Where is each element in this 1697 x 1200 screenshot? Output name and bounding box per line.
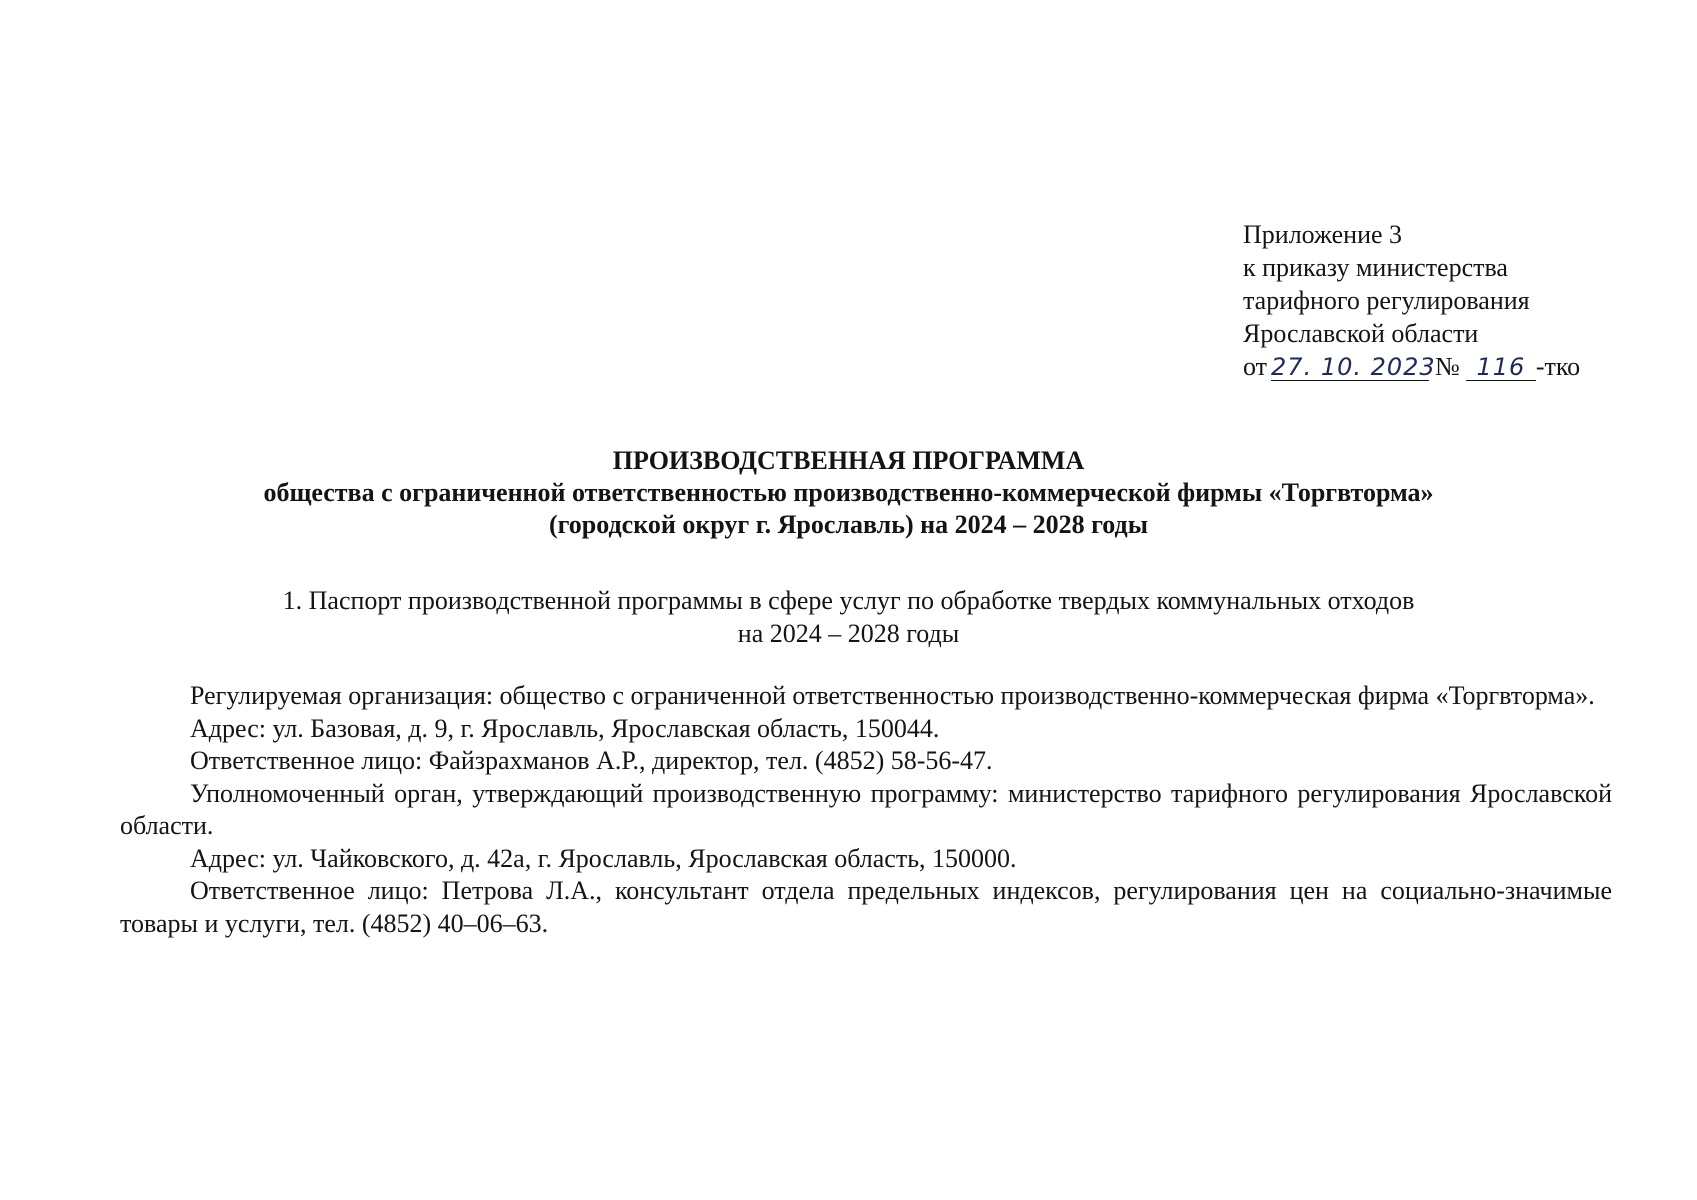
- section-heading: [0, 584, 1697, 650]
- section-heading-line1: 1. Паспорт производственной программы в сфере услуг по обработке твердых коммунальных отходов: [282, 586, 1415, 615]
- appendix-date-number-line: [1243, 350, 1580, 383]
- title-period: (городской округ г. Ярославль) на 2024 – 2028 годы: [548, 510, 1148, 539]
- section-heading-line2: на 2024 – 2028 годы: [737, 619, 960, 648]
- appendix-title: Приложение 3: [1243, 220, 1403, 249]
- order-number: 116: [1466, 354, 1536, 381]
- appendix-header: [1243, 218, 1580, 383]
- appendix-ministry-line: тарифного регулирования: [1243, 286, 1530, 315]
- appendix-order-line: к приказу министерства: [1243, 253, 1508, 282]
- regulated-organization: Регулируемая организация: общество с ограниченной ответственностью производственно-коммерческая фирма «Торгвторма».: [190, 681, 1595, 710]
- organization-address: Адрес: ул. Базовая, д. 9, г. Ярославль, Ярославская область, 150044.: [190, 713, 940, 743]
- appendix-region-line: Ярославской области: [1243, 319, 1479, 348]
- passport-body: [120, 680, 1612, 940]
- document-title: [0, 445, 1697, 541]
- authority-contact: Ответственное лицо: Петрова Л.А., консультант отдела предельных индексов, регулирования цен на социально-значимые товары и услуги, тел. (4852) 40–06–63.: [120, 876, 1612, 938]
- order-suffix: -тко: [1535, 352, 1581, 381]
- organization-contact: Ответственное лицо: Файзрахманов А.Р., директор, тел. (4852) 58-56-47.: [190, 746, 993, 775]
- authorized-body: Уполномоченный орган, утверждающий производственную программу: министерство тарифного регулирования Ярославской области.: [120, 778, 1612, 840]
- order-date: 27. 10. 2023: [1271, 353, 1436, 381]
- title-main: ПРОИЗВОДСТВЕННАЯ ПРОГРАММА: [612, 446, 1085, 475]
- title-organization: общества с ограниченной ответственностью производственно-коммерческой фирмы «Торгвторма»: [263, 478, 1434, 507]
- authority-address: Адрес: ул. Чайковского, д. 42а, г. Ярославль, Ярославская область, 150000.: [190, 843, 1017, 873]
- number-sign: №: [1435, 352, 1460, 381]
- date-prefix: от: [1243, 352, 1268, 381]
